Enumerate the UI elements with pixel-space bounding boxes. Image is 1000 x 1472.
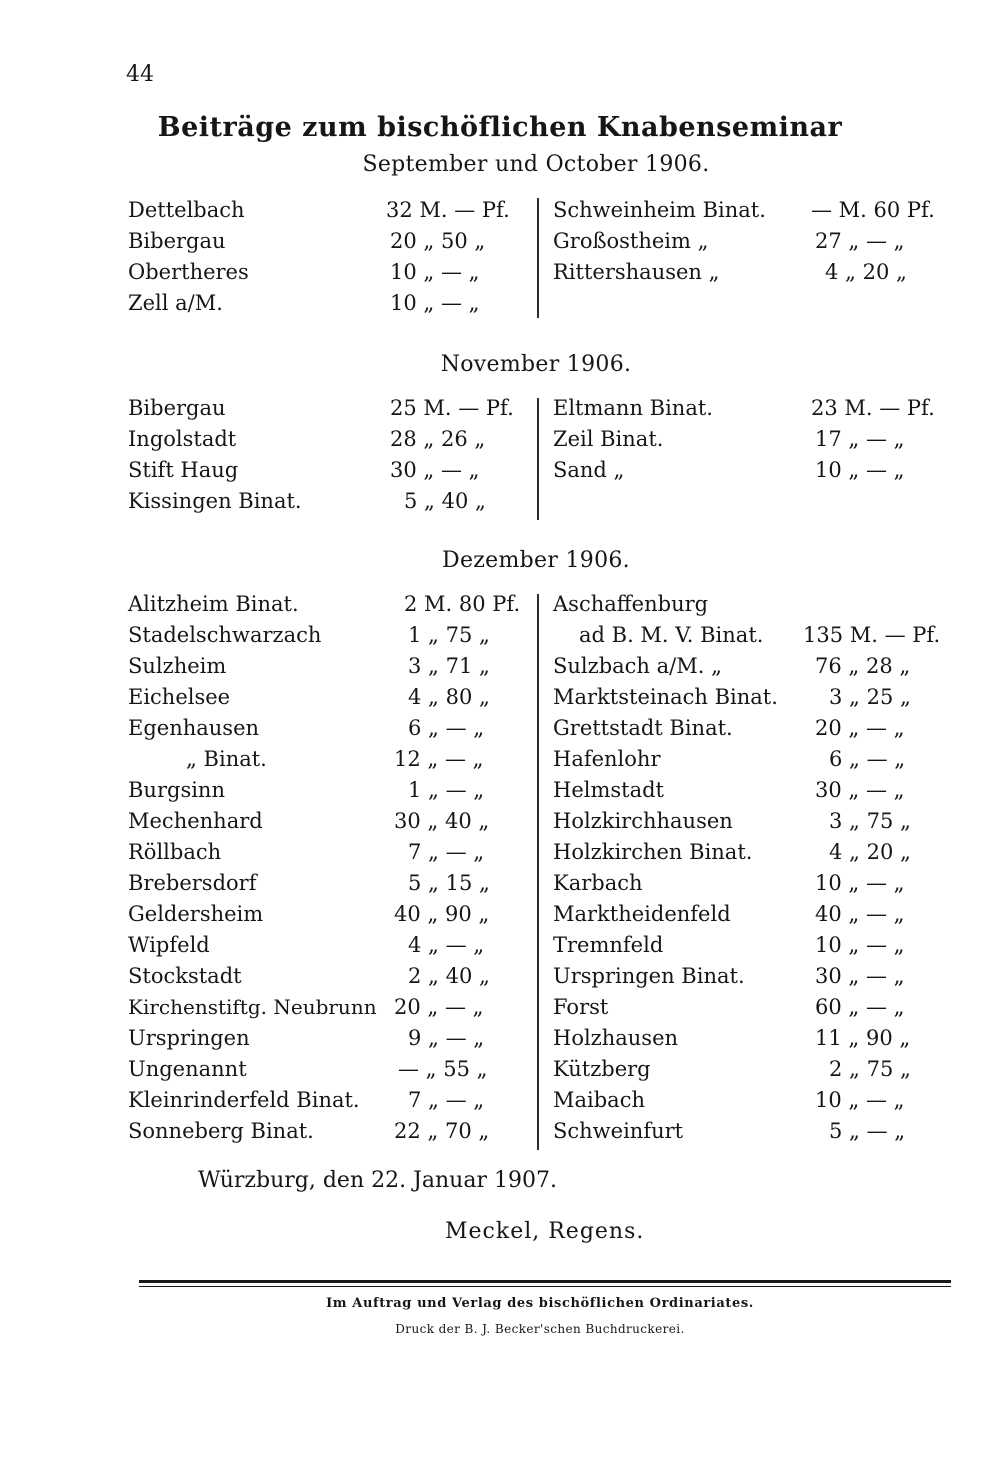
list-item: Holzkirchen Binat. 4 „ 20 „ [553, 840, 911, 864]
footer-rule-thick [139, 1280, 951, 1283]
list-item: Zeil Binat. 17 „ — „ [553, 427, 905, 451]
footer-rule-thin [139, 1286, 951, 1287]
sep-oct-left-column [128, 195, 528, 319]
list-item: Grettstadt Binat. 20 „ — „ [553, 716, 905, 740]
list-item: Eichelsee 4 „ 80 „ [128, 685, 490, 709]
list-item: Schweinfurt 5 „ — „ [553, 1119, 906, 1143]
list-item: Hafenlohr 6 „ — „ [553, 747, 906, 771]
list-item: Karbach 10 „ — „ [553, 871, 905, 895]
list-item: Röllbach 7 „ — „ [128, 840, 485, 864]
list-item: Rittershausen „ 4 „ 20 „ [553, 260, 907, 284]
list-item: Kirchenstiftg. Neubrunn 20 „ — „ [128, 995, 484, 1019]
list-item: Ungenannt — „ 55 „ [128, 1057, 488, 1081]
list-item: Forst 60 „ — „ [553, 995, 905, 1019]
list-item: Zell a/M. 10 „ — „ [128, 291, 480, 315]
list-item: Kleinrinderfeld Binat. 7 „ — „ [128, 1088, 485, 1112]
list-item: Egenhausen 6 „ — „ [128, 716, 485, 740]
list-item: Dettelbach 32 M. — Pf. [128, 198, 510, 222]
list-item: Marktsteinach Binat. 3 „ 25 „ [553, 685, 911, 709]
list-item: Maibach 10 „ — „ [553, 1088, 905, 1112]
list-item: Eltmann Binat. 23 M. — Pf. [553, 396, 935, 420]
dezember-left-column [128, 589, 528, 1147]
list-item: Alitzheim Binat. 2 M. 80 Pf. [128, 592, 521, 616]
list-item: Burgsinn 1 „ — „ [128, 778, 485, 802]
list-item: Kissingen Binat. 5 „ 40 „ [128, 489, 486, 513]
list-item: Urspringen 9 „ — „ [128, 1026, 485, 1050]
list-item: Holzkirchhausen 3 „ 75 „ [553, 809, 911, 833]
list-item: Mechenhard 30 „ 40 „ [128, 809, 490, 833]
list-item: Schweinheim Binat. — M. 60 Pf. [553, 198, 935, 222]
section-heading-november: November 1906. [440, 352, 632, 377]
list-item: Geldersheim 40 „ 90 „ [128, 902, 490, 926]
list-item: Großostheim „ 27 „ — „ [553, 229, 905, 253]
list-item: Ingolstadt 28 „ 26 „ [128, 427, 486, 451]
list-item: Bibergau 25 M. — Pf. [128, 396, 514, 420]
list-item: Stadelschwarzach 1 „ 75 „ [128, 623, 490, 647]
november-right-column [553, 393, 953, 486]
list-item: Obertheres 10 „ — „ [128, 260, 480, 284]
list-item: Stift Haug 30 „ — „ [128, 458, 480, 482]
place-date: Würzburg, den 22. Januar 1907. [198, 1168, 557, 1193]
list-item: Sand „ 10 „ — „ [553, 458, 905, 482]
list-item: Stockstadt 2 „ 40 „ [128, 964, 490, 988]
publisher-line: Im Auftrag und Verlag des bischöflichen Ordinariates. [326, 1296, 754, 1311]
list-item: Holzhausen 11 „ 90 „ [553, 1026, 911, 1050]
printer-line: Druck der B. J. Becker'schen Buchdruckerei. [395, 1322, 685, 1336]
list-item: Urspringen Binat. 30 „ — „ [553, 964, 905, 988]
dezember-right-column [553, 589, 973, 1147]
section-heading-dezember: Dezember 1906. [442, 548, 630, 573]
list-item: Sonneberg Binat. 22 „ 70 „ [128, 1119, 490, 1143]
list-item: Brebersdorf 5 „ 15 „ [128, 871, 490, 895]
column-divider [537, 594, 539, 1150]
section-heading-sep-oct: September und October 1906. [362, 152, 710, 177]
page-title: Beiträge zum bischöflichen Knabenseminar [157, 112, 843, 143]
column-divider [537, 398, 539, 520]
list-item: „ Binat. 12 „ — „ [186, 747, 484, 771]
list-item: Bibergau 20 „ 50 „ [128, 229, 486, 253]
list-item: Wipfeld 4 „ — „ [128, 933, 485, 957]
sep-oct-right-column [553, 195, 953, 288]
list-item: Sulzheim 3 „ 71 „ [128, 654, 490, 678]
page-number: 44 [126, 62, 154, 87]
list-item: ad B. M. V. Binat. 135 M. — Pf. [579, 623, 941, 647]
november-left-column [128, 393, 528, 517]
list-item: Marktheidenfeld 40 „ — „ [553, 902, 905, 926]
list-item: Kützberg 2 „ 75 „ [553, 1057, 911, 1081]
list-item: Helmstadt 30 „ — „ [553, 778, 905, 802]
column-divider [537, 198, 539, 318]
list-item: Aschaffenburg [553, 592, 709, 616]
signature: Meckel, Regens. [445, 1219, 645, 1244]
list-item: Sulzbach a/M. „ 76 „ 28 „ [553, 654, 911, 678]
list-item: Tremnfeld 10 „ — „ [553, 933, 905, 957]
